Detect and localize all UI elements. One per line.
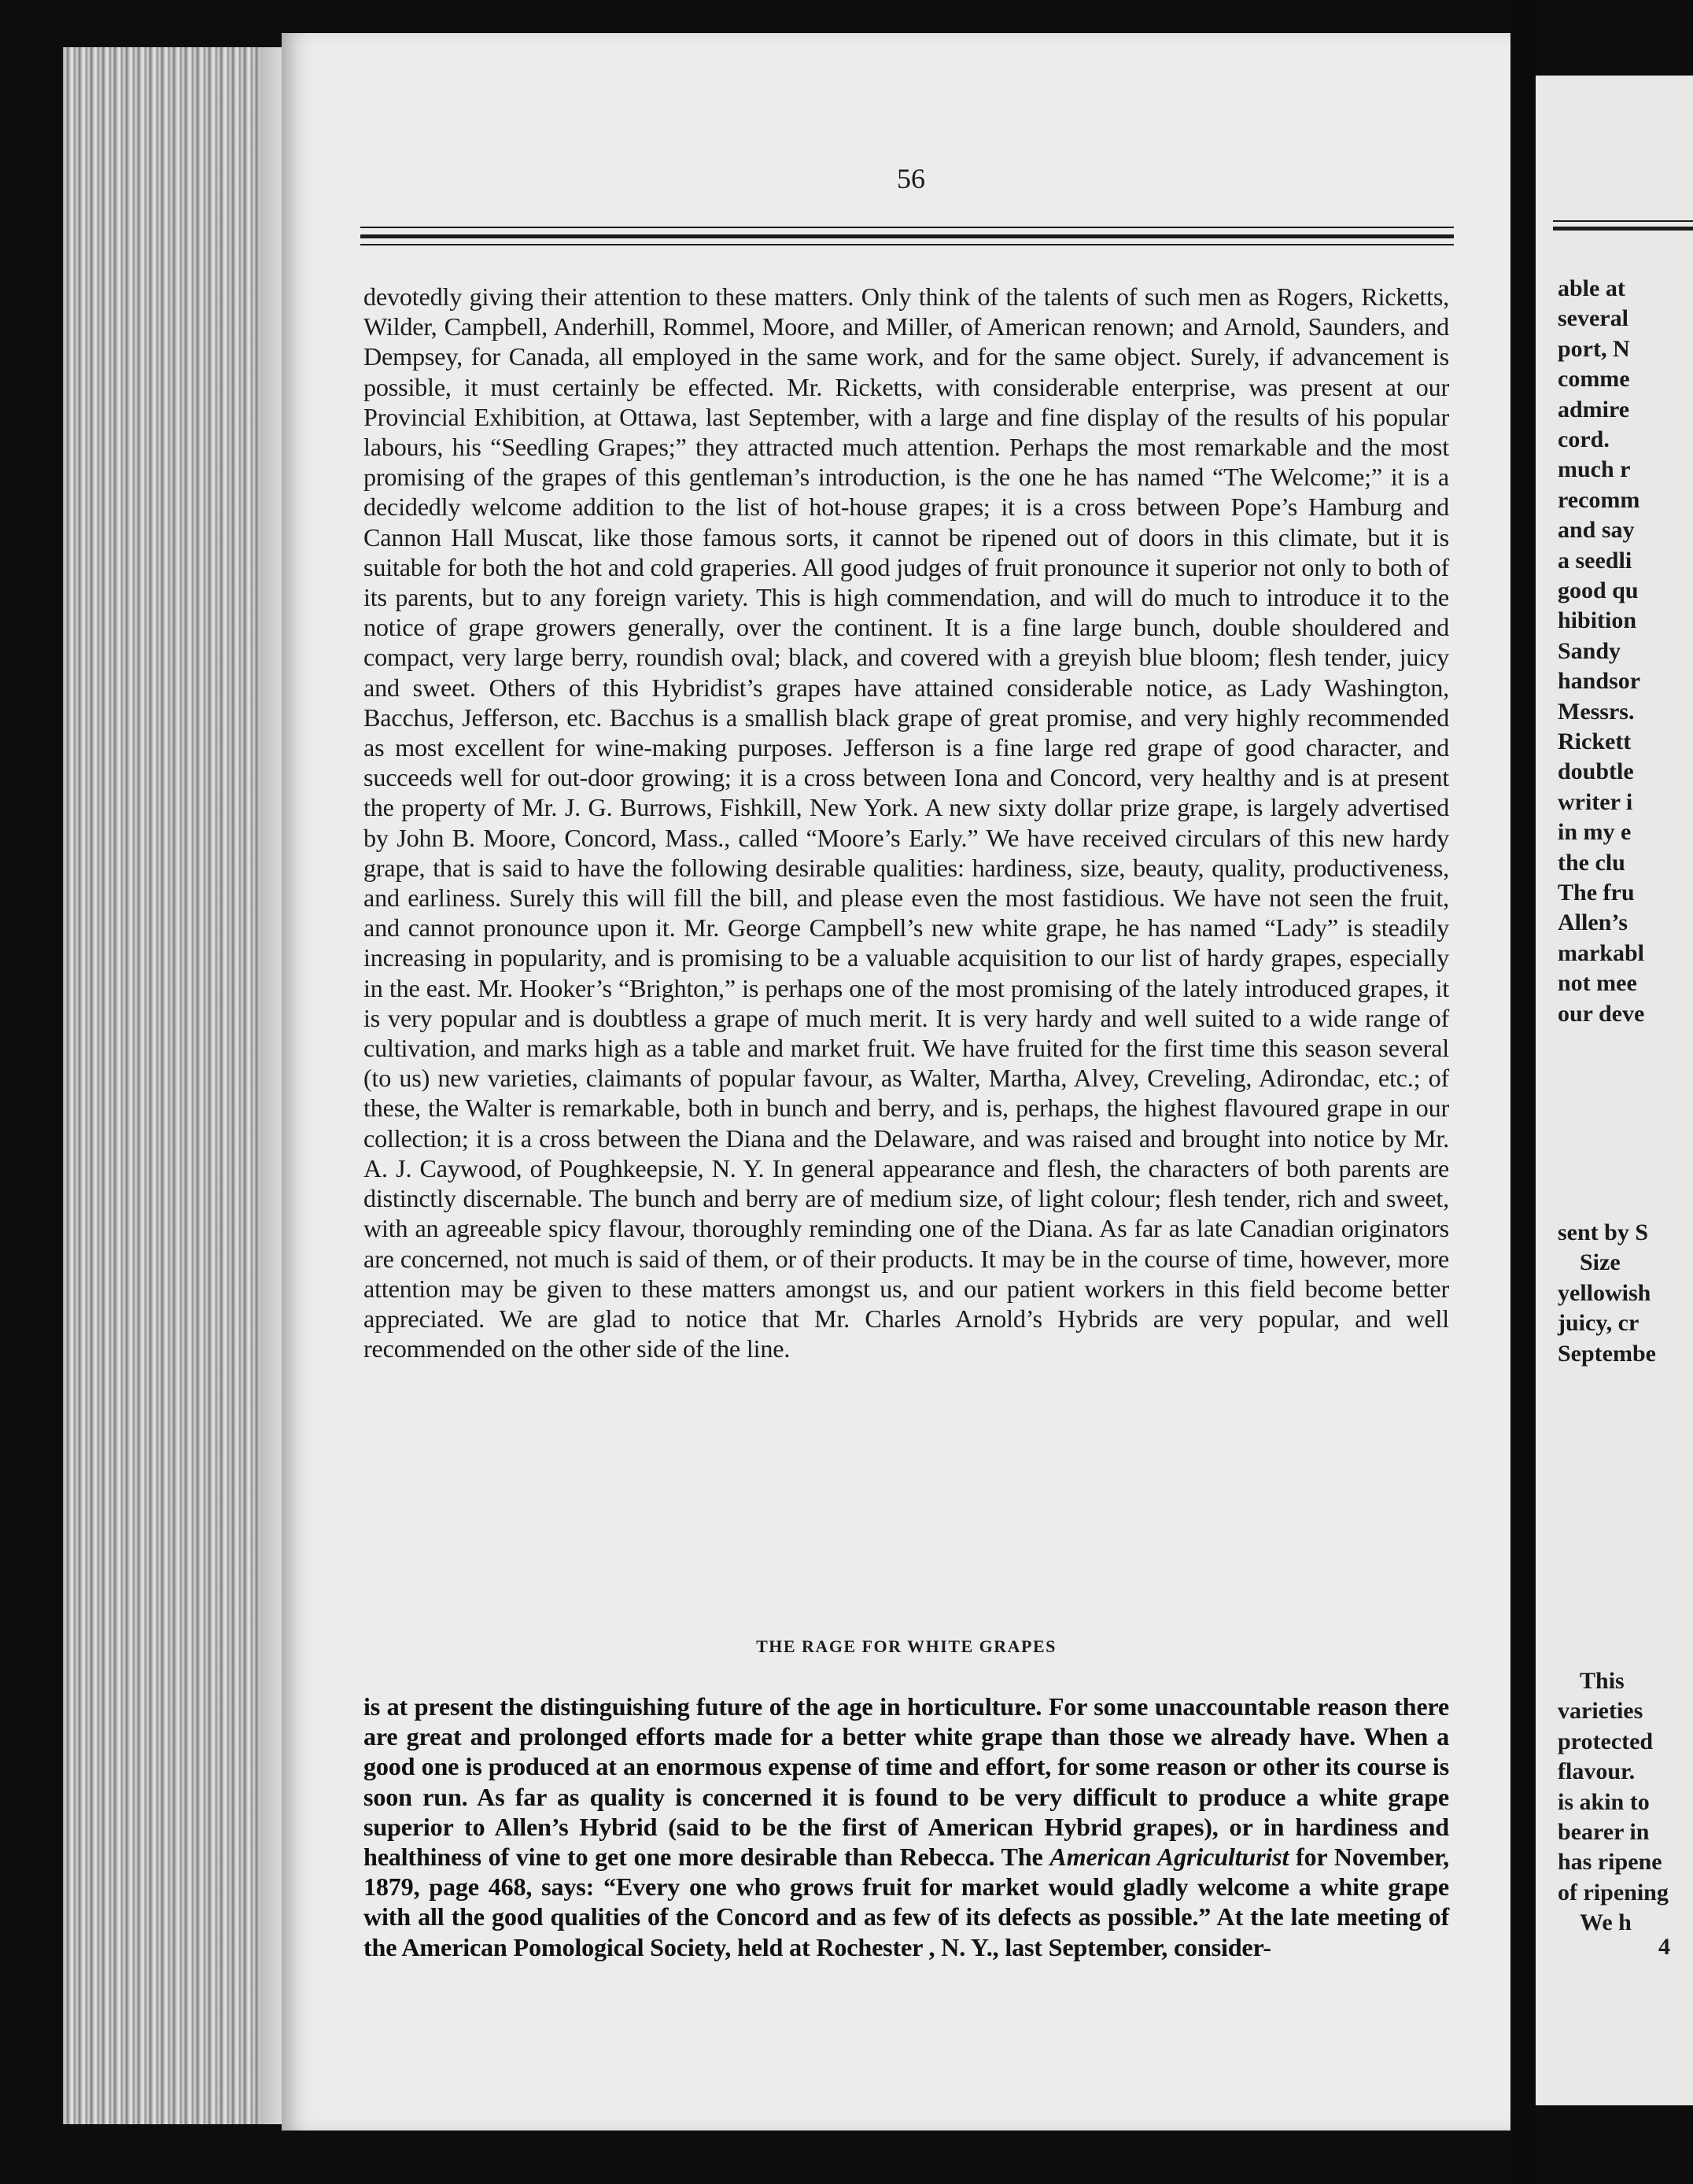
facing-line: is akin to bbox=[1558, 1788, 1650, 1815]
facing-line: yellowish bbox=[1558, 1279, 1651, 1306]
facing-line: port, N bbox=[1558, 335, 1630, 362]
facing-header-rule-thick bbox=[1553, 227, 1693, 231]
facing-line: varieties bbox=[1558, 1698, 1643, 1725]
facing-line: handsor bbox=[1558, 668, 1641, 695]
header-rule-thin-top bbox=[360, 227, 1454, 228]
facing-line: We h bbox=[1580, 1909, 1632, 1936]
facing-line: good qu bbox=[1558, 577, 1639, 603]
facing-line: Allen’s bbox=[1558, 909, 1628, 936]
facing-line: This bbox=[1580, 1668, 1625, 1694]
facing-line: juicy, cr bbox=[1558, 1310, 1640, 1337]
periodical-title: American Agriculturist bbox=[1049, 1843, 1289, 1872]
facing-line: the clu bbox=[1558, 849, 1625, 876]
facing-page bbox=[1536, 76, 1693, 2105]
paragraph-2-part-b: for November, 1879, page 468, says: “Every one who grows fruit for market would gladly welcome a white grape with all the good qualities of the Concord and as few of its defects as possible.” At the late meeting of the American Pomological Society, held at Rochester , N. Y., last September, consider- bbox=[363, 1843, 1450, 1961]
facing-line: Rickett bbox=[1558, 729, 1632, 754]
facing-line: able at bbox=[1558, 275, 1625, 301]
page-gutter bbox=[1510, 0, 1536, 2184]
page-number: 56 bbox=[897, 163, 925, 194]
facing-line: our deve bbox=[1558, 1000, 1645, 1027]
facing-line: cord. bbox=[1558, 426, 1610, 452]
header-rule-thin-bottom bbox=[360, 244, 1454, 245]
section-heading: THE RAGE FOR WHITE GRAPES bbox=[756, 1636, 1057, 1656]
facing-line: has ripene bbox=[1558, 1849, 1662, 1876]
facing-line: comme bbox=[1558, 366, 1630, 393]
facing-line: and say bbox=[1558, 517, 1635, 544]
facing-page-marker: 4 bbox=[1658, 1934, 1670, 1960]
facing-line: recomm bbox=[1558, 486, 1640, 513]
header-rule-thick bbox=[360, 234, 1454, 238]
book-page-edges bbox=[63, 47, 293, 2124]
facing-line: doubtle bbox=[1558, 758, 1634, 785]
facing-line: several bbox=[1558, 305, 1628, 332]
facing-line: Messrs. bbox=[1558, 698, 1635, 725]
facing-line: a seedli bbox=[1558, 547, 1632, 574]
facing-line: not mee bbox=[1558, 970, 1637, 997]
facing-line: hibition bbox=[1558, 607, 1637, 634]
facing-line: markabl bbox=[1558, 939, 1645, 966]
facing-line: bearer in bbox=[1558, 1819, 1650, 1845]
facing-line: protected bbox=[1558, 1728, 1654, 1754]
facing-line: Septembe bbox=[1558, 1340, 1656, 1367]
facing-line: writer i bbox=[1558, 788, 1633, 815]
paragraph-2-part-a: is at present the distinguishing future of the age in horticulture. For some unaccountable reason there are great and prolonged efforts made for a better white grape than those we already have. When a good one is produced at an enormous expense of time and effort, for some reason or other its course is soon run. As far as quality is concerned it is found to be very difficult to produce a white grape superior to Allen’s Hybrid (said to be the first of American Hybrid grapes), or in hardiness and healthiness of vine to get one more desirable than Rebecca. The bbox=[363, 1692, 1449, 1872]
facing-line: Sandy bbox=[1558, 637, 1621, 664]
facing-line: flavour. bbox=[1558, 1758, 1636, 1785]
facing-line: in my e bbox=[1558, 819, 1632, 846]
facing-line: sent by S bbox=[1558, 1219, 1649, 1245]
facing-line: admire bbox=[1558, 396, 1630, 422]
facing-line: much r bbox=[1558, 456, 1631, 483]
facing-line: of ripening bbox=[1558, 1879, 1669, 1905]
body-paragraph-1: devotedly giving their attention to these matters. Only think of the talents of such men as Rogers, Ricketts, Wilder, Campbell, Anderhill, Rommel, Moore, and Miller, of American renown; and Arnold, Saunders, and Dempsey, for Canada, all employed in the same work, and for the same object. Surely, if advancement is possible, it must certainly be effected. Mr. Ricketts, with considerable enterprise, was present at our Provincial Exhibition, at Ottawa, last September, with a large and fine display of the results of his popular labours, his “Seedling Grapes;” they attracted much attention. Perhaps the most remarkable and the most promising of the grapes of this gentleman’s introduction, is the one he has named “The Welcome;” it is a decidedly welcome addition to the list of hot-house grapes; it is a cross between Pope’s Hamburg and Cannon Hall Muscat, like those famous sorts, it cannot be ripened out of doors in this climate, but it is suitable for both the hot and cold graperies. All good judges of fruit pronounce it superior not only to both of its parents, but to any foreign variety. This is high commendation, and will do much to introduce it to the notice of grape growers generally, over the continent. It is a fine large bunch, double shouldered and compact, very large berry, roundish oval; black, and covered with a greyish blue bloom; flesh tender, juicy and sweet. Others of this Hybridist’s grapes have attained considerable notice, as Lady Washington, Bacchus, Jefferson, etc. Bacchus is a smallish black grape of great promise, and very highly recommended as most excellent for wine-making purposes. Jefferson is a fine large red grape of good character, and succeeds well for out-door growing; it is a cross between Iona and Concord, very healthy and is at present the property of Mr. J. G. Burrows, Fishkill, New York. A new sixty dollar prize grape, is largely advertised by John B. Moore, Concord, Mass., called “Moore’s Early.” We have received circulars of this new hardy grape, that is said to have the following desirable qualities: hardiness, size, beauty, quality, productiveness, and earliness. Surely this will fill the bill, and please even the most fastidious. We have not seen the fruit, and cannot pronounce upon it. Mr. George Campbell’s new white grape, he has named “Lady” is steadily increasing in popularity, and is promising to be a valuable acquisition to our list of hardy grapes, especially in the east. Mr. Hooker’s “Brighton,” is perhaps one of the most promising of the lately introduced grapes, it is very popular and is doubtless a grape of much merit. It is very hardy and well suited to a wide range of cultivation, and marks high as a table and market fruit. We have fruited for the first time this season several (to us) new varieties, claimants of popular favour, as Walter, Martha, Alvey, Creveling, Adirondac, etc.; of these, the Walter is remarkable, both in bunch and berry, and is, perhaps, the highest flavoured grape in our collection; it is a cross between the Diana and the Delaware, and was raised and brought into notice by Mr. A. J. Caywood, of Poughkeepsie, N. Y. In general appearance and flesh, the characters of both parents are distinctly discernable. The bunch and berry are of medium size, of light colour; flesh tender, rich and sweet, with an agreeable spicy flavour, thoroughly reminding one of the Diana. As far as late Canadian originators are concerned, not much is said of them, or of their products. It may be in the course of time, however, more attention may be given to these matters amongst us, and our patient workers in this field become better appreciated. We are glad to notice that Mr. Charles Arnold’s Hybrids are very popular, and well recommended on the other side of the line. bbox=[363, 282, 1449, 1363]
facing-line: The fru bbox=[1558, 880, 1635, 906]
body-paragraph-2 bbox=[363, 1691, 1449, 1962]
facing-header-rule-thin bbox=[1553, 220, 1693, 222]
facing-line: Size bbox=[1580, 1249, 1621, 1276]
